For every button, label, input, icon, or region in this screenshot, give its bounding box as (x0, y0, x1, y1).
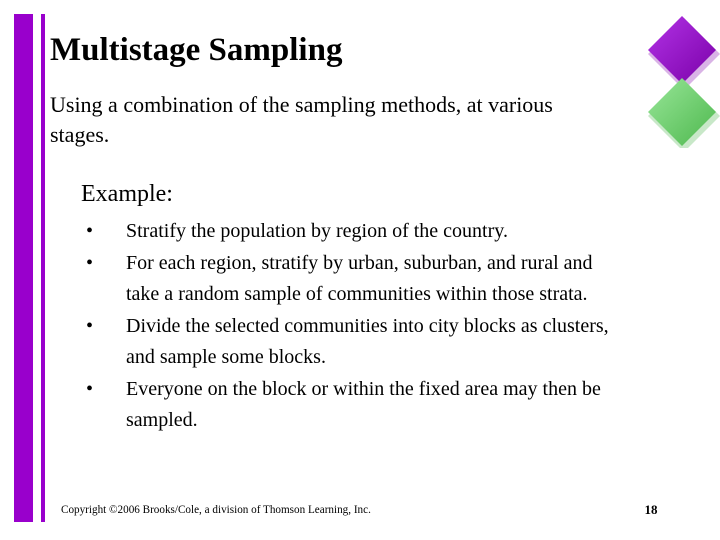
bullet-text: Everyone on the block or within the fixed area may then be sampled. (126, 377, 601, 431)
decorative-diamonds (640, 8, 720, 148)
bullet-text: Stratify the population by region of the country. (126, 220, 508, 242)
list-item (72, 311, 612, 374)
example-heading: Example: (81, 181, 173, 207)
bullet-icon: • (86, 251, 94, 274)
list-item (72, 374, 612, 437)
list-item (72, 216, 612, 248)
bullet-icon: • (86, 220, 94, 242)
left-accent-bar (14, 14, 33, 522)
bullet-text: For each region, stratify by urban, suburban, and rural and take a random sample of communities within those strata. (126, 251, 593, 305)
bullet-text: Divide the selected communities into city blocks as clusters, and sample some blocks. (126, 314, 609, 368)
left-accent-line (41, 14, 45, 522)
purple-diamond (648, 16, 720, 90)
page-number: 18 (644, 502, 658, 517)
intro-text: Using a combination of the sampling methods, at various stages. (50, 92, 553, 147)
bullet-icon: • (86, 314, 94, 337)
example-bullet-list (72, 216, 612, 437)
green-diamond (648, 78, 720, 148)
copyright-footer: Copyright ©2006 Brooks/Cole, a division of Thomson Learning, Inc. (61, 502, 371, 516)
bullet-icon: • (86, 377, 94, 400)
list-item (72, 248, 612, 311)
slide-title: Multistage Sampling (50, 32, 343, 68)
